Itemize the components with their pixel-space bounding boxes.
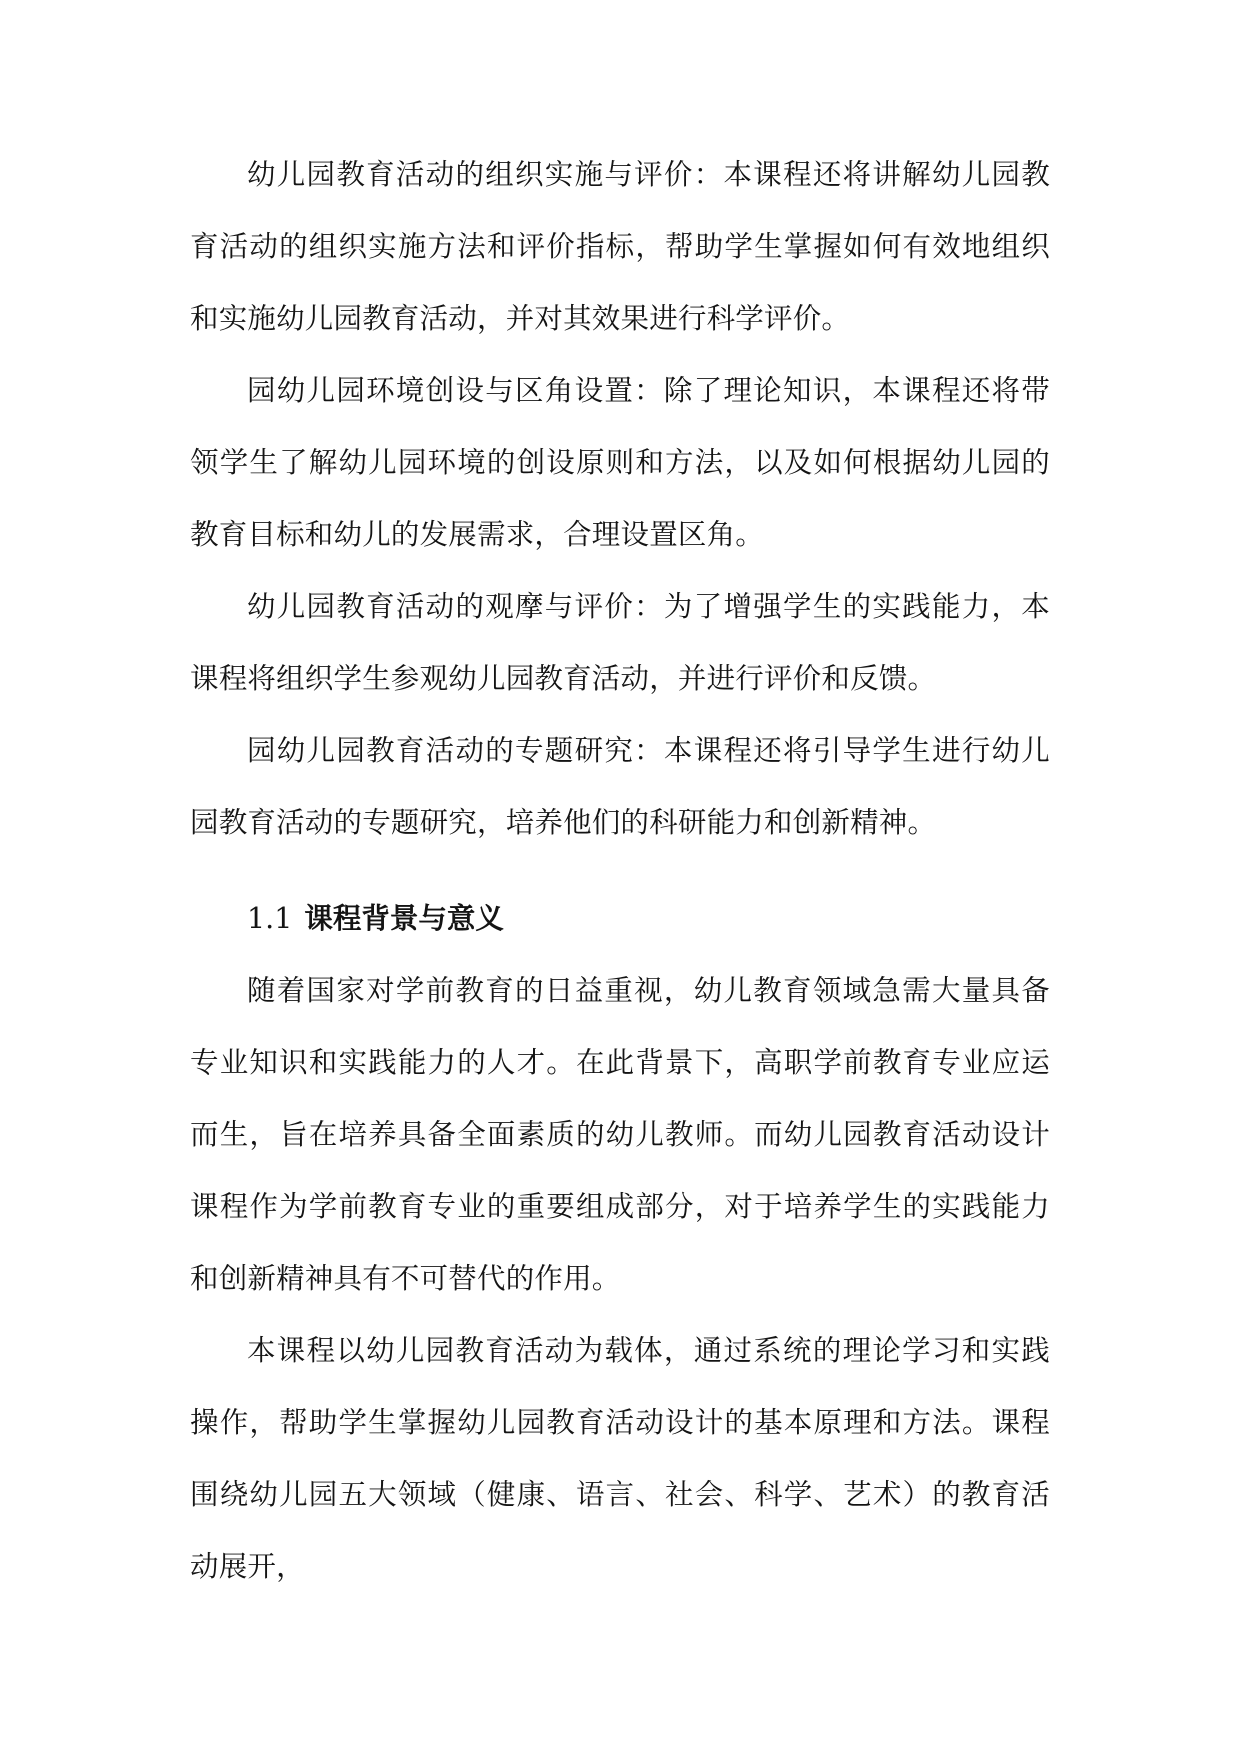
paragraph-background: 随着国家对学前教育的日益重视，幼儿教育领域急需大量具备专业知识和实践能力的人才。在此背景下，高职学前教育专业应运而生，旨在培养具备全面素质的幼儿教师。而幼儿园教育活动设计课程作为学前教育专业的重要组成部分，对于培养学生的实践能力和创新精神具有不可替代的作用。	[190, 974, 1050, 1295]
paragraph-observation-evaluation: 幼儿园教育活动的观摩与评价：为了增强学生的实践能力，本课程将组织学生参观幼儿园教育活动，并进行评价和反馈。	[190, 590, 1050, 695]
section-title: 课程背景与意义	[304, 902, 504, 935]
paragraph-course-overview: 本课程以幼儿园教育活动为载体，通过系统的理论学习和实践操作，帮助学生掌握幼儿园教育活动设计的基本原理和方法。课程围绕幼儿园五大领域（健康、语言、社会、科学、艺术）的教育活动展开，	[190, 1334, 1050, 1583]
paragraph-environment-setup: 园幼儿园环境创设与区角设置：除了理论知识，本课程还将带领学生了解幼儿园环境的创设原则和方法，以及如何根据幼儿园的教育目标和幼儿的发展需求，合理设置区角。	[190, 374, 1050, 551]
document-body	[190, 139, 1050, 1603]
paragraph-activity-organization: 幼儿园教育活动的组织实施与评价：本课程还将讲解幼儿园教育活动的组织实施方法和评价指标，帮助学生掌握如何有效地组织和实施幼儿园教育活动，并对其效果进行科学评价。	[190, 158, 1050, 335]
section-number: 1.1	[247, 902, 293, 935]
paragraph-topic-research: 园幼儿园教育活动的专题研究：本课程还将引导学生进行幼儿园教育活动的专题研究，培养他们的科研能力和创新精神。	[190, 734, 1050, 839]
section-heading	[190, 883, 1050, 955]
